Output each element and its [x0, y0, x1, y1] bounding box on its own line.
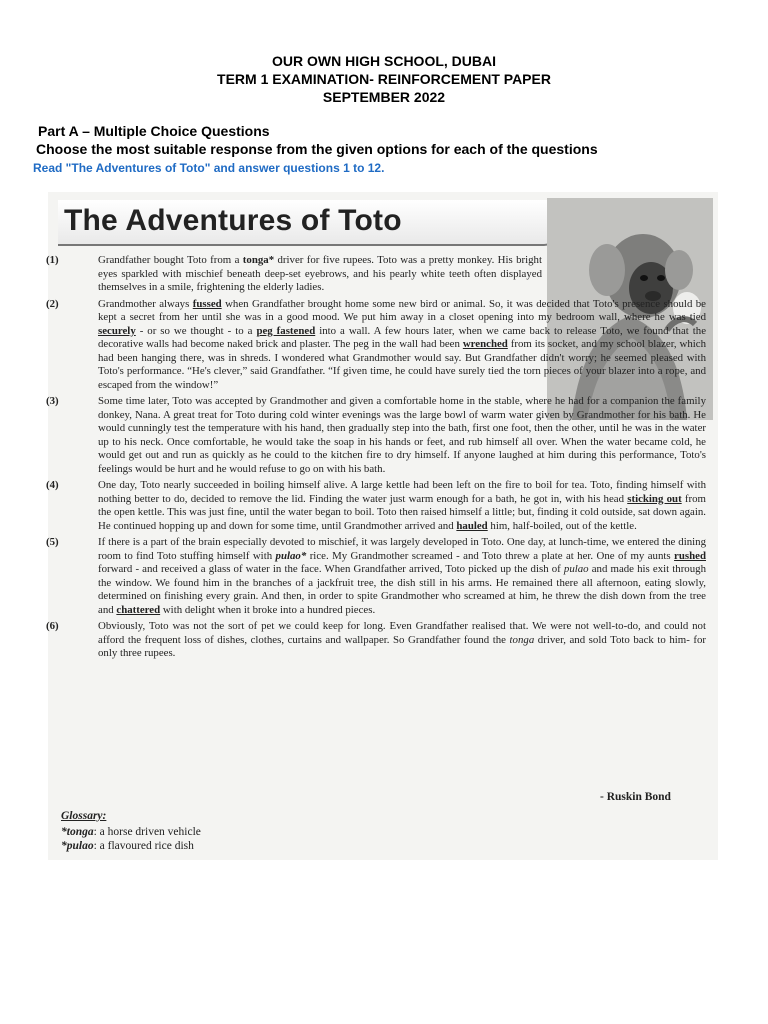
exam-date: SEPTEMBER 2022	[322, 89, 446, 105]
paragraph-3: (3) Some time later, Toto was accepted by Grandmother and given a comfortable home in the stable, where he had for a companion the family donkey, Nana. A great treat for Toto during cold winter evenings was the large bowl of warm water given by Grandmother for his bath. He would cunningly test the temperature with his hand, then gradually step into the bath, first one foot, then the other, until he was in the water up to his neck. Once comfortable, he would take the soap in his hands or feet, and rub himself all over. When the water became cold, he would get out and run as quickly as he could to the kitchen fire to dry himself. If anyone laughed at him during this performance, Toto's feelings would be hurt and he would refuse to go on with his bath.	[46, 395, 706, 475]
glossary-item	[61, 826, 201, 838]
paragraph-number: (1)	[46, 254, 59, 266]
school-name: OUR OWN HIGH SCHOOL, DUBAI	[272, 53, 496, 69]
part-title: Part A – Multiple Choice Questions	[38, 123, 270, 139]
paragraph-6: (6) Obviously, Toto was not the sort of pet we could keep for long. Even Grandfather realised that. We were not well-to-do, and could not afford the frequent loss of dishes, clothes, curtains and wallpaper. So Grandfather found the tonga driver, and sold Toto back to him- for only three rupees.	[46, 620, 706, 659]
keyword-pulao: pulao*	[275, 549, 307, 562]
paragraph-5: (5) If there is a part of the brain especially devoted to mischief, it was largely developed in Toto. One day, at lunch-time, we entered the dining room to find Toto stuffing himself with pulao* rice. My Grandmother screamed - and Toto threw a plate at her. One of my aunts rushed forward - and received a glass of water in the face. When Grandfather arrived, Toto picked up the dish of pulao and made his exit through the window. We found him in the branches of a jackfruit tree, the dish still in his arms. He remained there all afternoon, eating slowly, determined on finishing every grain. And then, in order to spite Grandmother who screamed at him, he threw the dish down from the tree and chattered with delight when it broke into a hundred pieces.	[46, 536, 706, 616]
keyword-tonga-italic: tonga	[509, 633, 535, 646]
keyword-rushed: rushed	[674, 549, 706, 562]
keyword-peg-fastened: peg fastened	[256, 324, 316, 337]
paragraph-number: (4)	[46, 479, 59, 491]
keyword-securely: securely	[98, 324, 136, 337]
paragraph-number: (3)	[46, 395, 59, 407]
keyword-pulao-italic: pulao	[563, 563, 589, 575]
paragraph-number: (2)	[46, 297, 59, 310]
glossary-item	[61, 840, 194, 852]
exam-title: TERM 1 EXAMINATION- REINFORCEMENT PAPER	[217, 71, 551, 87]
keyword-hauled: hauled	[456, 519, 488, 532]
glossary-definition: : a horse driven vehicle	[93, 826, 201, 838]
glossary-term: *pulao	[61, 840, 94, 852]
paragraph-2: (2) Grandmother always fussed when Grandfather brought home some new bird or animal. So, it was decided that Toto's presence should be kept a secret from her until she was in a good mood. We put him away in a closet opening into my bedroom wall, where he was tied securely - or so we thought - to a peg fastened into a wall. A few hours later, when we came back to release Toto, we found that the decorative walls had become naked brick and plaster. The peg in the wall had been wrenched from its socket, and my school blazer, which had been hanging there, was in shreds. I wondered what Grandmother would say. But Grandfather didn't worry; he seemed pleased with Toto's performance. “He's clever,” said Grandfather. “If given time, he could have surely tied the torn pieces of your blazer into a rope, and escaped from the window!”	[46, 297, 707, 391]
reading-note: Read "The Adventures of Toto" and answer questions 1 to 12.	[33, 161, 385, 175]
story-passage	[46, 254, 706, 664]
paragraph-number: (5)	[46, 536, 59, 548]
author: - Ruskin Bond	[600, 791, 671, 803]
glossary-term: *tonga	[61, 826, 94, 838]
story-title: The Adventures of Toto	[64, 204, 402, 237]
keyword-tonga: tonga*	[242, 254, 275, 266]
paragraph-4: (4) One day, Toto nearly succeeded in boiling himself alive. A large kettle had been left on the fire to boil for tea. Toto, finding himself with nothing better to do, decided to remove the lid. Finding the water just warm enough for a bath, he got in, with his head sticking out from the open kettle. This was just fine, until the water began to boil. Toto then raised himself a little; but, finding it cold outside, sat down again. He continued hopping up and down for some time, until Grandmother arrived and hauled him, half-boiled, out of the kettle.	[46, 479, 706, 532]
glossary-definition: : a flavoured rice dish	[93, 840, 194, 852]
paragraph-1: (1) Grandfather bought Toto from a tonga* driver for five rupees. Toto was a pretty monkey. His bright eyes sparkled with mischief beneath deep-set eyebrows, and his pearly white teeth often displayed themselves in a smile, frightening the elderly ladies.	[46, 254, 542, 293]
paragraph-number: (6)	[46, 620, 59, 632]
keyword-fussed: fussed	[192, 297, 222, 310]
exam-header	[0, 52, 768, 106]
glossary-heading: Glossary:	[61, 810, 107, 822]
instructions: Choose the most suitable response from the given options for each of the questions	[36, 141, 598, 157]
keyword-chattered: chattered	[116, 603, 161, 616]
keyword-wrenched: wrenched	[462, 338, 508, 350]
keyword-sticking-out: sticking out	[627, 492, 682, 505]
